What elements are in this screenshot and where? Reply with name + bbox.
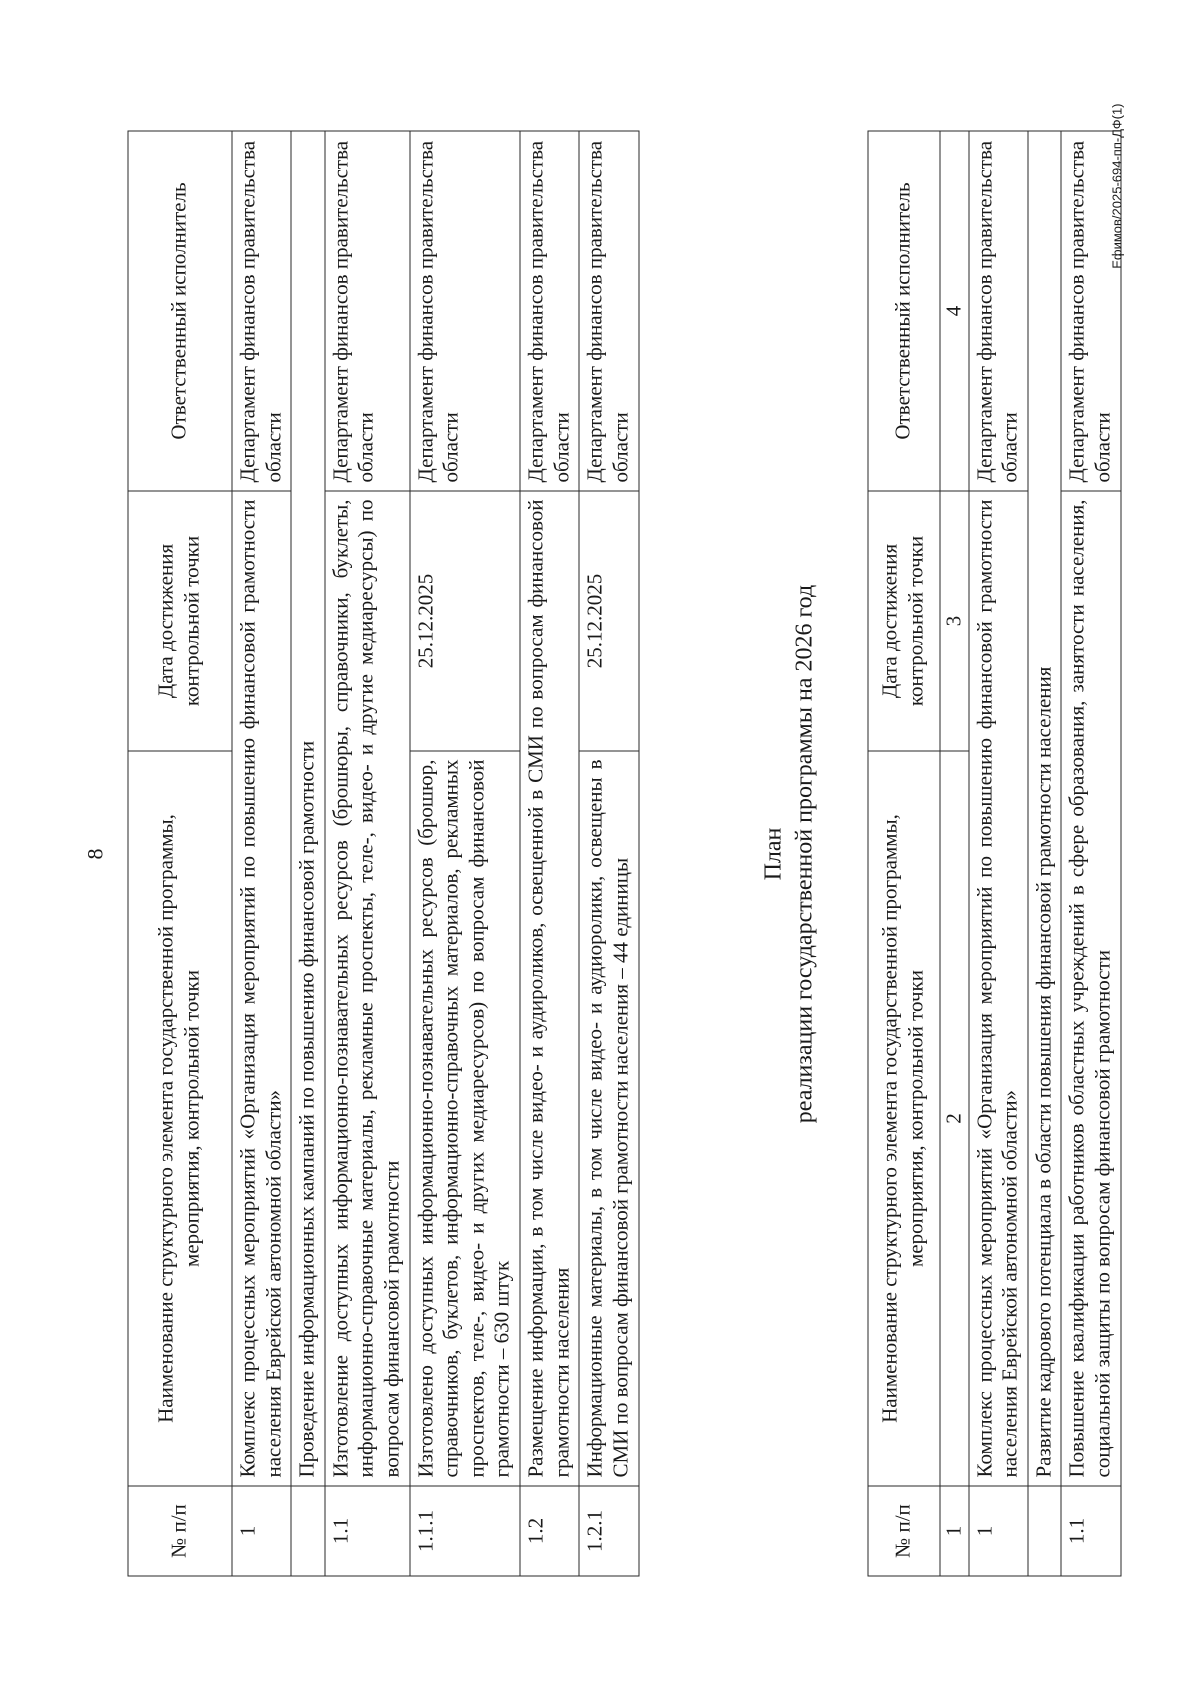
- row-number: 1.1.1: [409, 1486, 519, 1576]
- row-name: Размещение информации, в том числе видео- и аудироликов, освещенной в СМИ по вопросам финансовой грамотности населения: [520, 491, 579, 1486]
- row-responsible: Департамент финансов правительства области: [579, 131, 638, 491]
- row-name: Изготовление доступных информационно-познавательных ресурсов (брошюры, справочники, буклеты, информационно-справочные материалы, рекламные проспекты, теле-, видео- и другие медиаресурсы) по вопросам финансовой грамотности: [324, 491, 409, 1486]
- row-number: 1.1: [324, 1486, 409, 1576]
- row-number-empty: [291, 1486, 325, 1576]
- row-name: Комплекс процессных мероприятий «Организация мероприятий по повышению финансовой грамотности населения Еврейской автономной области»: [968, 491, 1027, 1486]
- row-date: 25.12.2025: [579, 491, 638, 751]
- row-section-title: Проведение информационных кампаний по повышению финансовой грамотности: [291, 131, 325, 1486]
- row-name: Комплекс процессных мероприятий «Организация мероприятий по повышению финансовой грамотности населения Еврейской автономной области»: [232, 491, 291, 1486]
- header-number: № п/п: [868, 1486, 940, 1576]
- plan-heading: [758, 82, 820, 1627]
- table-section-row: [291, 131, 325, 1576]
- column-index: 1: [940, 1486, 969, 1576]
- header-responsible: Ответственный исполнитель: [128, 131, 232, 491]
- header-name: Наименование структурного элемента государственной программы, мероприятия, контрольной точки: [868, 751, 940, 1486]
- row-responsible: Департамент финансов правительства области: [968, 131, 1027, 491]
- row-number: 1: [968, 1486, 1027, 1576]
- top-plan-table: [127, 131, 639, 1577]
- row-responsible: Департамент финансов правительства области: [232, 131, 291, 491]
- header-date: Дата достижения контрольной точки: [128, 491, 232, 751]
- page-number: 8: [82, 848, 107, 860]
- column-index: 2: [940, 751, 969, 1486]
- row-responsible: Департамент финансов правительства области: [409, 131, 519, 491]
- header-responsible: Ответственный исполнитель: [868, 131, 940, 491]
- table-row: [324, 131, 409, 1576]
- bottom-plan-table: [867, 131, 1121, 1577]
- table-section-row: [1027, 131, 1061, 1576]
- table-row: [409, 131, 519, 1576]
- row-number: 1: [232, 1486, 291, 1576]
- column-index: 4: [940, 131, 969, 491]
- table-row: [579, 131, 638, 1576]
- row-number: 1.2.1: [579, 1486, 638, 1576]
- header-date: Дата достижения контрольной точки: [868, 491, 940, 751]
- row-number: 1.1: [1061, 1486, 1120, 1576]
- row-number-empty: [1027, 1486, 1061, 1576]
- row-name: Изготовлено доступных информационно-познавательных ресурсов (брошюр, справочников, буклетов, информационно-справочных материалов, рекламных проспектов, теле-, видео- и других медиаресурсов) по вопросам финансовой грамотности – 630 штук: [409, 751, 519, 1486]
- table-row: [968, 131, 1027, 1576]
- row-responsible: Департамент финансов правительства области: [1061, 131, 1120, 491]
- table-row: [232, 131, 291, 1576]
- column-index-row: [940, 131, 969, 1576]
- row-name: Повышение квалификации работников областных учреждений в сфере образования, занятости населения, социальной защиты по вопросам финансовой грамотности: [1061, 491, 1120, 1486]
- row-number: 1.2: [520, 1486, 579, 1576]
- column-index: 3: [940, 491, 969, 751]
- row-section-title: Развитие кадрового потенциала в области повышения финансовой грамотности населения: [1027, 131, 1061, 1486]
- header-name: Наименование структурного элемента государственной программы, мероприятия, контрольной точки: [128, 751, 232, 1486]
- table-header-row: [868, 131, 940, 1576]
- row-name: Информационные материалы, в том числе видео- и аудиоролики, освещены в СМИ по вопросам финансовой грамотности населения – 44 единицы: [579, 751, 638, 1486]
- rotated-document-sheet: [70, 82, 1130, 1627]
- table-row: [1061, 131, 1120, 1576]
- plan-heading-line2: реализации государственной программы на 2026 год: [791, 584, 818, 1124]
- row-date: 25.12.2025: [409, 491, 519, 751]
- document-footer-code: Ефимов/2025-694-пп-ДФ(1): [1109, 103, 1124, 269]
- table-row: [520, 131, 579, 1576]
- table-header-row: [128, 131, 232, 1576]
- row-responsible: Департамент финансов правительства области: [324, 131, 409, 491]
- row-responsible: Департамент финансов правительства области: [520, 131, 579, 491]
- header-number: № п/п: [128, 1486, 232, 1576]
- plan-heading-line1: План: [760, 827, 786, 881]
